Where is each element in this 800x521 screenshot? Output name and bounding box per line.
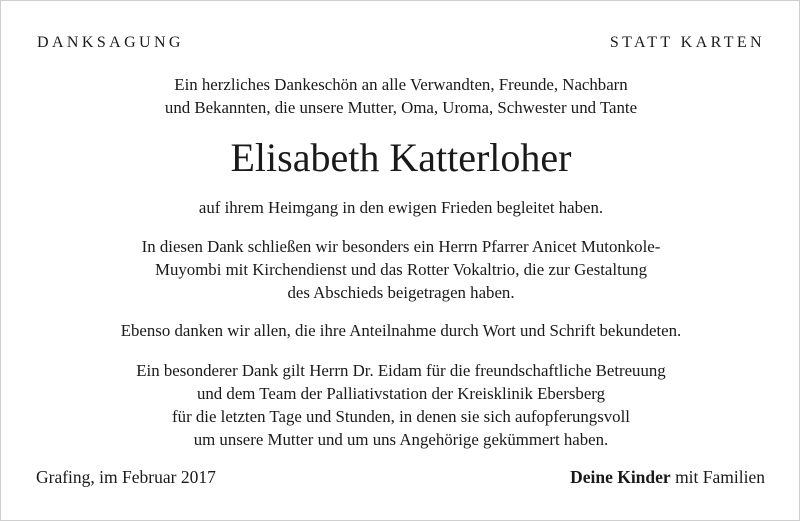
- intro-paragraph: [1, 73, 800, 119]
- special-thanks-line: In diesen Dank schließen wir besonders ein Herrn Pfarrer Anicet Mutonkole-: [141, 237, 661, 256]
- also-thanks-line: Ebenso danken wir allen, die ihre Anteilnahme durch Wort und Schrift bekundeten.: [120, 321, 682, 340]
- intro-line: und Bekannten, die unsere Mutter, Oma, Uroma, Schwester und Tante: [164, 98, 638, 117]
- signature: [570, 467, 765, 488]
- doctor-thanks-line: Ein besonderer Dank gilt Herrn Dr. Eidam für die freundschaftliche Betreuung: [136, 361, 666, 380]
- notice-header: [37, 34, 765, 52]
- header-subtitle: STATT KARTEN: [609, 34, 765, 51]
- special-thanks-line: des Abschieds beigetragen haben.: [287, 283, 515, 302]
- special-thanks-line: Muyombi mit Kirchendienst und das Rotter Vokaltrio, die zur Gestaltung: [155, 260, 647, 279]
- after-name-paragraph: [1, 196, 800, 219]
- doctor-thanks-line: für die letzten Tage und Stunden, in denen sie sich aufopferungsvoll: [172, 407, 630, 426]
- intro-line: Ein herzliches Dankeschön an alle Verwandten, Freunde, Nachbarn: [174, 75, 628, 94]
- header-title: DANKSAGUNG: [37, 34, 184, 51]
- also-thanks-paragraph: [1, 319, 800, 342]
- place-date: Grafing, im Februar 2017: [36, 467, 216, 487]
- signature-bold: Deine Kinder: [570, 467, 671, 487]
- notice-footer: [36, 467, 765, 488]
- signature-rest: mit Familien: [670, 467, 765, 487]
- after-name-line: auf ihrem Heimgang in den ewigen Frieden begleitet haben.: [198, 198, 604, 217]
- deceased-name: Elisabeth Katterloher: [230, 135, 572, 180]
- doctor-thanks-line: um unsere Mutter und um uns Angehörige gekümmert haben.: [193, 430, 609, 449]
- special-thanks-paragraph: [1, 235, 800, 304]
- doctor-thanks-line: und dem Team der Palliativstation der Kreisklinik Ebersberg: [196, 384, 606, 403]
- doctor-thanks-paragraph: [1, 359, 800, 451]
